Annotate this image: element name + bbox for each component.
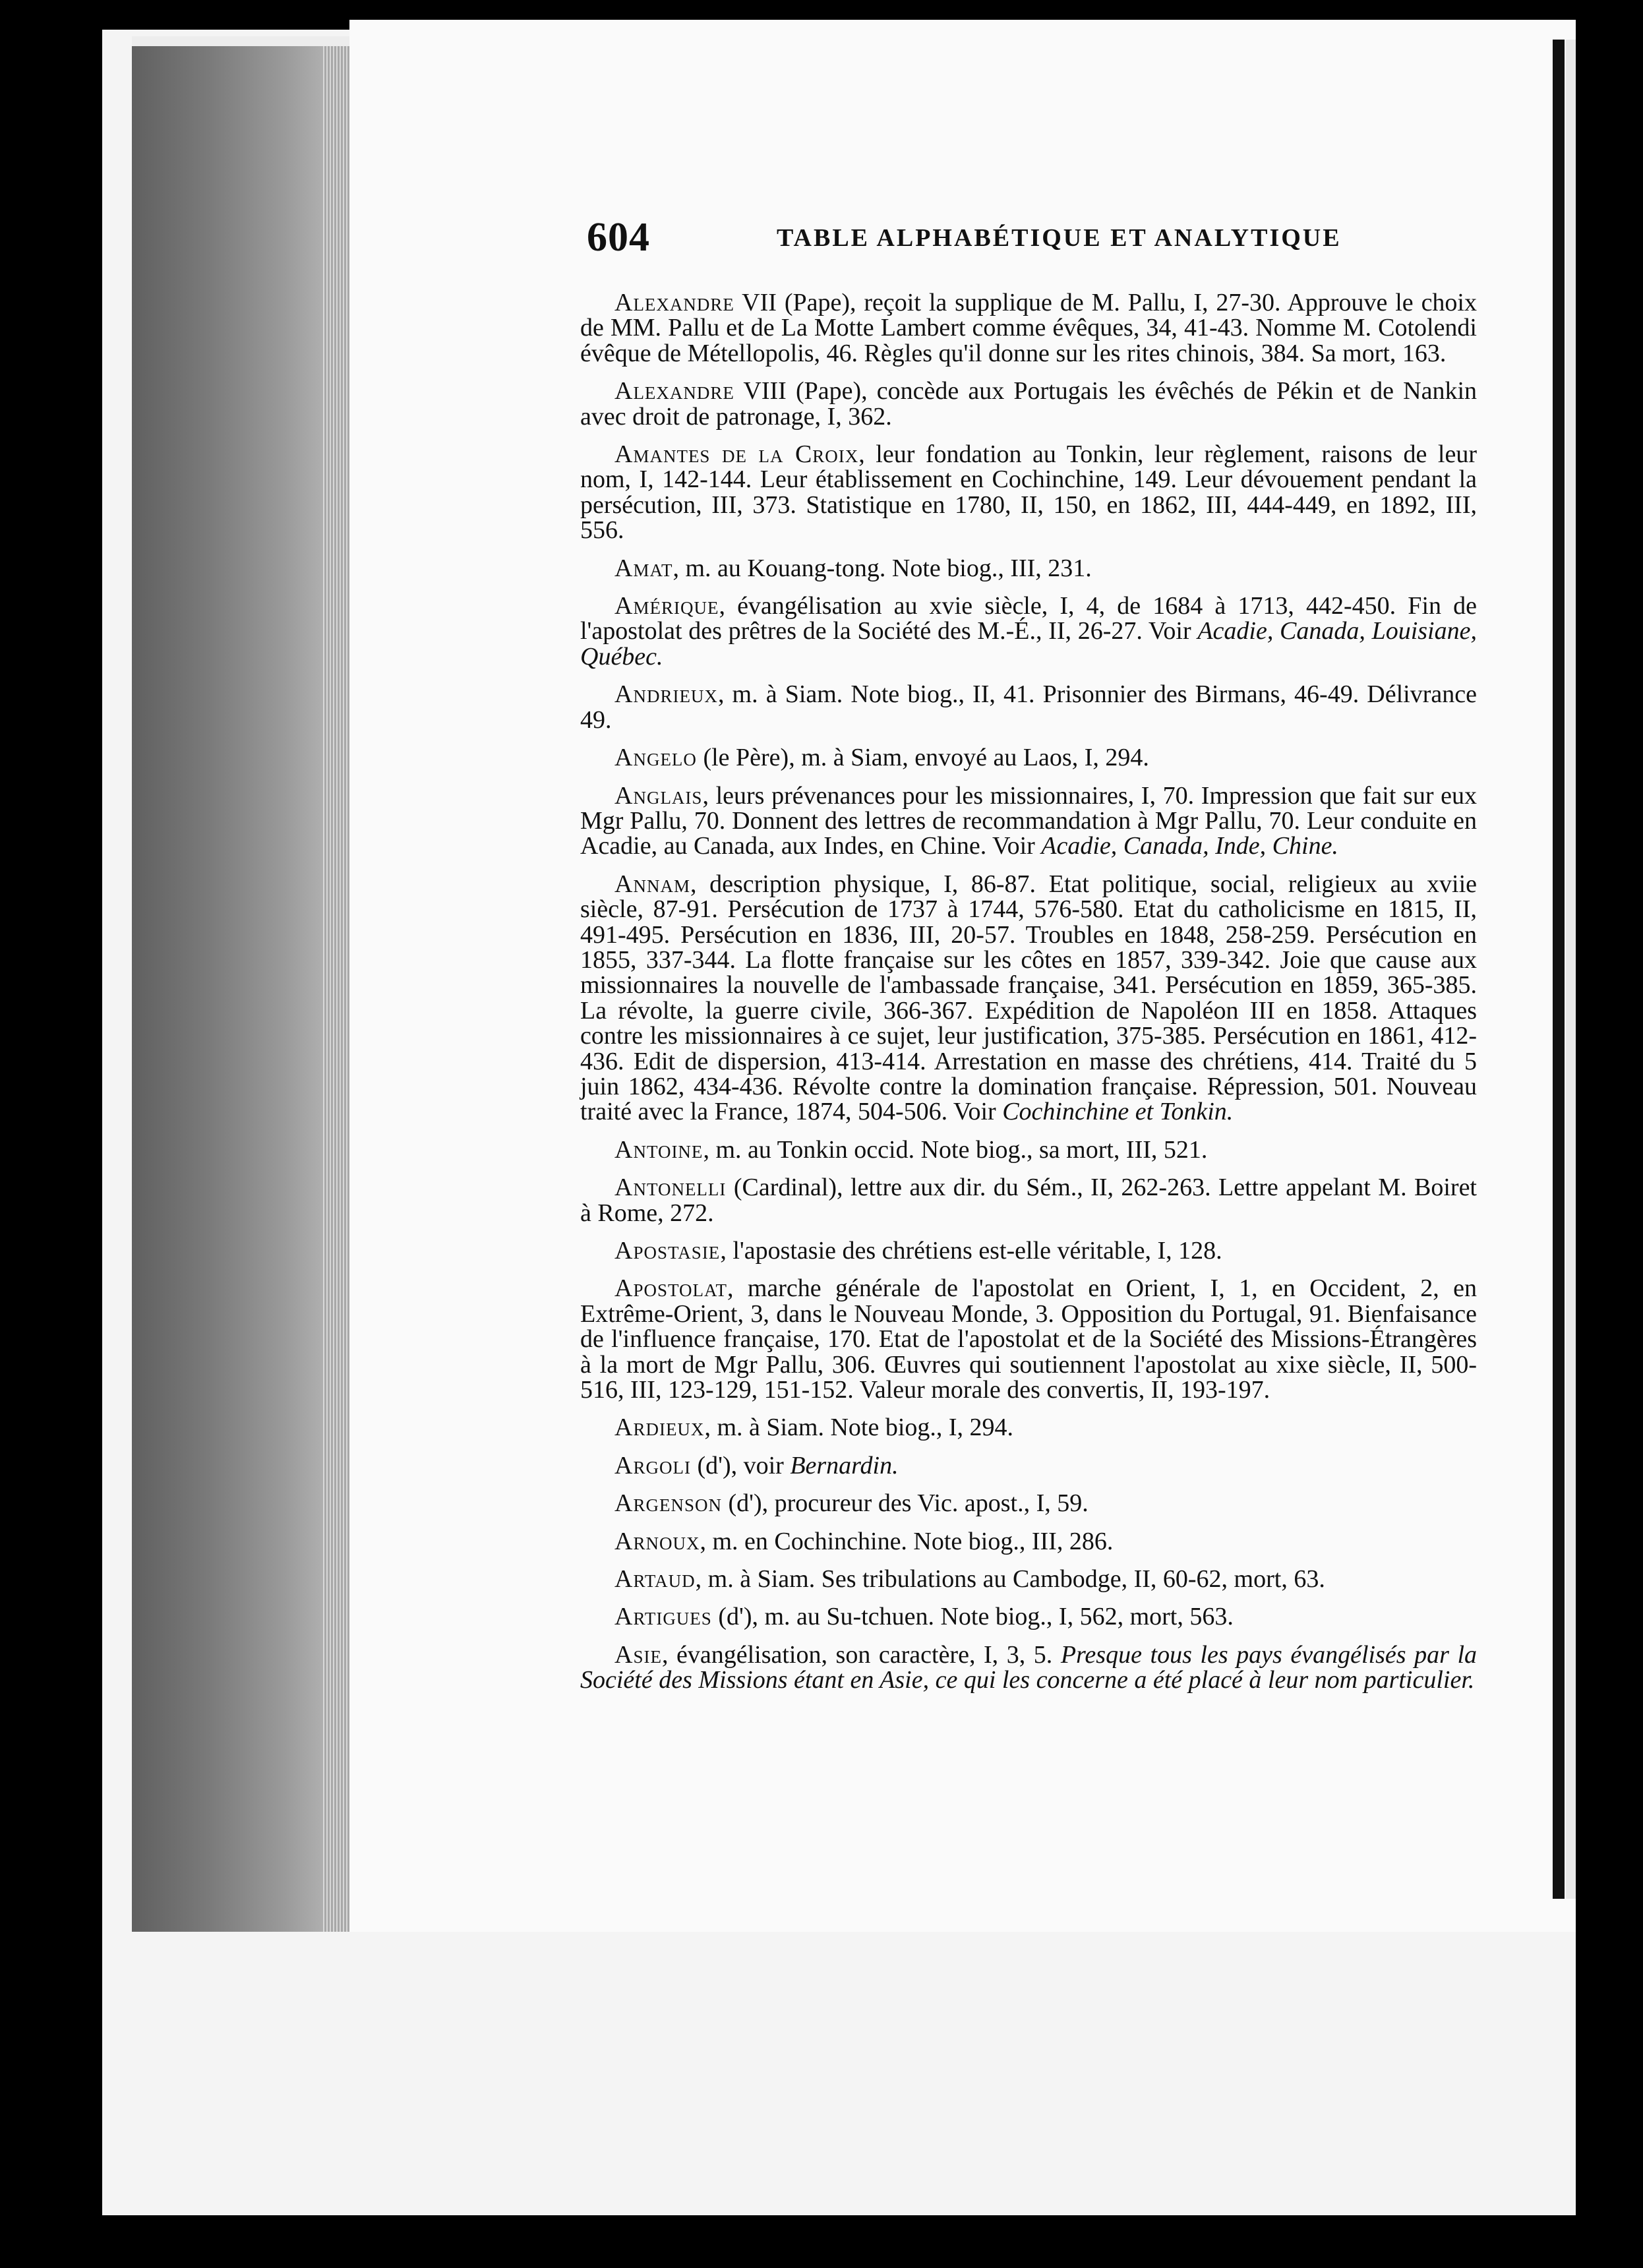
book-page-edges (132, 46, 349, 1932)
entry-body: , évangélisation au xvie siècle, I, 4, de 1684 à 1713, 442-450. Fin de l'apostolat des prêtres de la Société des M.-É., II, 26-27. Voir (580, 592, 1477, 645)
index-entry (580, 1529, 1477, 1554)
entry-term: Annam (614, 870, 690, 898)
entry-tail: Cochinchine et Tonkin. (1002, 1098, 1234, 1126)
index-entry (580, 1276, 1477, 1402)
index-entry (580, 1415, 1477, 1440)
entry-term: Amérique (614, 592, 719, 620)
entry-body: , description physique, I, 86-87. Etat politique, social, religieux au xviie siècle, 87-91. Persécution de 1737 à 1744, 576-580. Etat du catholicisme en 1815, II, 491-495. Persécution en 1836, III, 20-57. Troubles en 1848, 258-259. Persécution en 1855, 337-344. La flotte française sur les côtes en 1857, 339-342. Joie que cause aux missionnaires la nouvelle de l'ambassade française, 341. Persécution en 1859, 365-385. La révolte, la guerre civile, 366-367. Expédition de Napoléon III en 1858. Attaques contre les missionnaires à ce sujet, leur justification, 375-385. Persécution en 1861, 412-436. Edit de dispersion, 413-414. Arrestation en masse des chrétiens, 414. Traité du 5 juin 1862, 434-436. Révolte contre la domination française. Répression, 501. Nouveau traité avec la France, 1874, 504-506. Voir (580, 870, 1477, 1126)
index-entry (580, 1175, 1477, 1226)
entry-tail: Acadie, Canada, Inde, Chine. (1041, 832, 1338, 860)
entry-term: Antonelli (614, 1174, 727, 1202)
entry-term: Alexandre (614, 377, 734, 405)
entry-body: (Cardinal), lettre aux dir. du Sém., II, 262-263. Lettre appelant M. Boiret à Rome, 272. (580, 1174, 1477, 1227)
entry-term: Ardieux (614, 1414, 705, 1442)
entry-term: Artigues (614, 1603, 712, 1631)
entry-body: (d'), voir (690, 1451, 791, 1479)
entry-term: Anglais (614, 781, 703, 810)
index-entry (580, 682, 1477, 732)
index-entry (580, 1491, 1477, 1516)
entry-body: , m. à Siam. Note biog., II, 41. Prisonnier des Birmans, 46-49. Délivrance 49. (580, 680, 1477, 734)
entry-term: Angelo (614, 744, 697, 772)
entry-term: Andrieux (614, 680, 718, 709)
entry-term: Arnoux (614, 1527, 700, 1555)
entry-body: (d'), m. au Su-tchuen. Note biog., I, 562, mort, 563. (711, 1603, 1234, 1631)
book-right-strip (1566, 40, 1576, 1899)
page-header (587, 214, 1342, 267)
entry-body: , l'apostasie des chrétiens est-elle véritable, I, 128. (720, 1237, 1222, 1265)
entry-body: , m. à Siam. Ses tribulations au Cambodge, II, 60-62, mort, 63. (695, 1565, 1325, 1594)
index-entry (580, 1137, 1477, 1162)
entry-body: VII (Pape), reçoit la supplique de M. Pallu, I, 27-30. Approuve le choix de MM. Pallu et de La Motte Lambert comme évêques, 34, 41-43. Nomme M. Cotolendi évêque de Métellopolis, 46. Règles qu'il donne sur les rites chinois, 384. Sa mort, 163. (580, 289, 1477, 367)
entry-body: (le Père), m. à Siam, envoyé au Laos, I, 294. (696, 744, 1149, 772)
entry-tail: Bernardin. (790, 1451, 899, 1479)
entry-tail: Presque tous les pays évangélisés par la Société des Missions étant en Asie, ce qui les concerne a été placé à leur nom particulier. (580, 1640, 1477, 1694)
entry-term: Alexandre (614, 289, 734, 316)
entry-tail: Acadie, Canada, Louisiane, Québec. (580, 617, 1477, 671)
entry-term: Apostasie (614, 1237, 721, 1265)
entry-body: VIII (Pape), concède aux Portugais les évêchés de Pékin et de Nankin avec droit de patronage, I, 362. (580, 377, 1477, 431)
entry-term: Argenson (614, 1489, 722, 1518)
entry-body: , m. au Tonkin occid. Note biog., sa mort, III, 521. (703, 1135, 1208, 1164)
entry-body: , m. au Kouang-tong. Note biog., III, 231. (672, 554, 1092, 582)
entry-term: Apostolat (614, 1274, 727, 1303)
entry-term: Argoli (614, 1451, 691, 1479)
entry-term: Asie (614, 1640, 662, 1669)
entry-term: Amantes de la Croix (614, 440, 859, 469)
entry-body: , m. en Cochinchine. Note biog., III, 286. (700, 1527, 1114, 1555)
index-entry (580, 1604, 1477, 1629)
index-entry (580, 593, 1477, 669)
index-entry (580, 872, 1477, 1125)
entry-body: , évangélisation, son caractère, I, 3, 5. (661, 1640, 1061, 1669)
index-entry (580, 1567, 1477, 1592)
index-entry (580, 378, 1477, 429)
index-entry (580, 442, 1477, 543)
index-entries (580, 290, 1477, 1706)
entry-body: , marche générale de l'apostolat en Orient, I, 1, en Occident, 2, en Extrême-Orient, 3, dans le Nouveau Monde, 3. Opposition du Portugal, 91. Bienfaisance de l'influence française, 170. Etat de l'apostolat et de la Société des Missions-Étrangères à la mort de Mgr Pallu, 306. Œuvres qui soutiennent l'apostolat au xixe siècle, II, 500-516, III, 123-129, 151-152. Valeur morale des convertis, II, 193-197. (580, 1274, 1477, 1404)
book-right-edge (1553, 40, 1565, 1899)
running-head: TABLE ALPHABÉTIQUE ET ANALYTIQUE (777, 224, 1342, 252)
page-number: 604 (587, 215, 650, 260)
entry-term: Antoine (614, 1135, 703, 1164)
index-entry (580, 745, 1477, 770)
entry-term: Artaud (614, 1565, 696, 1594)
entry-body: , m. à Siam. Note biog., I, 294. (704, 1414, 1014, 1442)
entry-body: (d'), procureur des Vic. apost., I, 59. (721, 1489, 1089, 1518)
index-entry (580, 290, 1477, 366)
index-entry (580, 1238, 1477, 1263)
index-entry (580, 1453, 1477, 1478)
index-entry (580, 783, 1477, 859)
entry-body: , leur fondation au Tonkin, leur règlement, raisons de leur nom, I, 142-144. Leur établissement en Cochinchine, 149. Leur dévouement pendant la persécution, III, 373. Statistique en 1780, II, 150, en 1862, III, 444-449, en 1892, III, 556. (580, 440, 1477, 545)
entry-term: Amat (614, 554, 673, 582)
index-entry (580, 1642, 1477, 1693)
entry-body: , leurs prévenances pour les missionnaires, I, 70. Impression que fait sur eux Mgr Pallu, 70. Donnent des lettres de recommandation à Mgr Pallu, 70. Leur conduite en Acadie, au Canada, aux Indes, en Chine. Voir (580, 781, 1477, 860)
index-entry (580, 556, 1477, 581)
